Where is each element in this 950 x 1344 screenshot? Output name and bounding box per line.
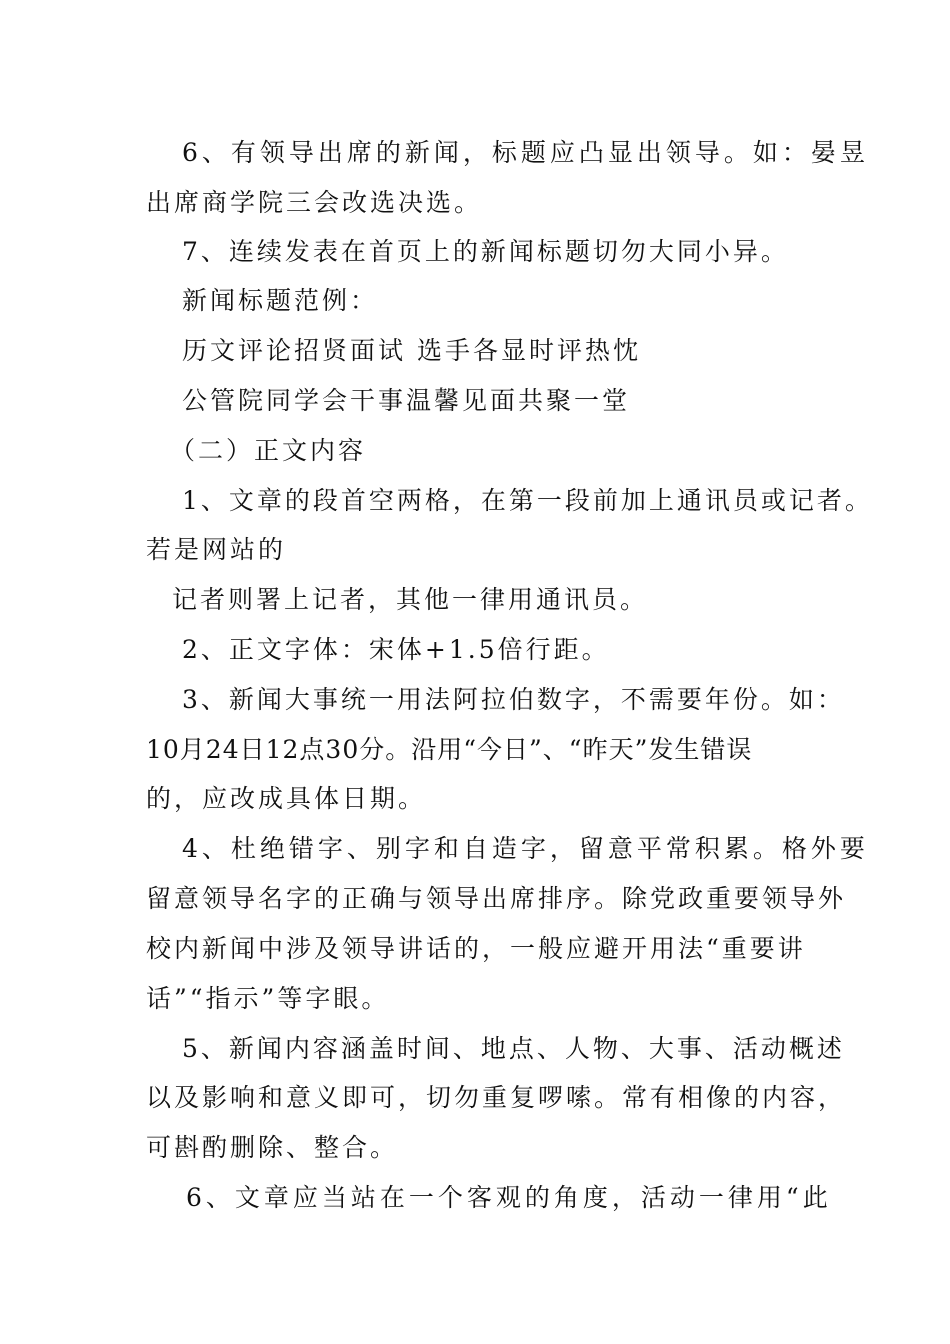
text-line: 以及影响和意义即可，切勿重复啰嗦。常有相像的内容，	[146, 1083, 847, 1112]
text-line: 历文评论招贤面试 选手各显时评热忱	[182, 336, 641, 365]
text-line: 留意领导名字的正确与领导出席排序。除党政重要领导外	[146, 884, 847, 913]
text-line: 新闻标题范例：	[182, 286, 379, 315]
text-line: 若是网站的	[146, 535, 287, 564]
text-line: 2、正文字体：宋体+1.5倍行距。	[182, 635, 610, 664]
text-line: 3、新闻大事统一用法阿拉伯数字，不需要年份。如：	[182, 685, 845, 714]
text-line: 7、连续发表在首页上的新闻标题切勿大同小异。	[182, 237, 789, 266]
text-line: 1、文章的段首空两格，在第一段前加上通讯员或记者。	[182, 486, 873, 515]
text-line: 话”“指示”等字眼。	[146, 984, 390, 1013]
text-line: 公管院同学会干事温馨见面共聚一堂	[182, 386, 631, 415]
text-line: 4、杜绝错字、别字和自造字，留意平常积累。格外要	[182, 834, 869, 863]
section-heading: （二）正文内容	[170, 436, 367, 465]
text-line: 10月24日12点30分。沿用“今日”、“昨天”发生错误	[146, 735, 753, 764]
text-line: 可斟酌删除、整合。	[146, 1133, 399, 1162]
text-line: 6、有领导出席的新闻，标题应凸显出领导。如：晏昱	[182, 138, 869, 167]
text-line: 5、新闻内容涵盖时间、地点、人物、大事、活动概述	[182, 1034, 845, 1063]
text-line: 的，应改成具体日期。	[146, 784, 427, 813]
text-line: 出席商学院三会改选决选。	[146, 188, 483, 217]
text-line: 记者则署上记者，其他一律用通讯员。	[172, 585, 649, 614]
text-line: 校内新闻中涉及领导讲话的，一般应避开用法“重要讲	[146, 934, 806, 963]
text-line: 6、文章应当站在一个客观的角度，活动一律用“此	[186, 1183, 832, 1212]
